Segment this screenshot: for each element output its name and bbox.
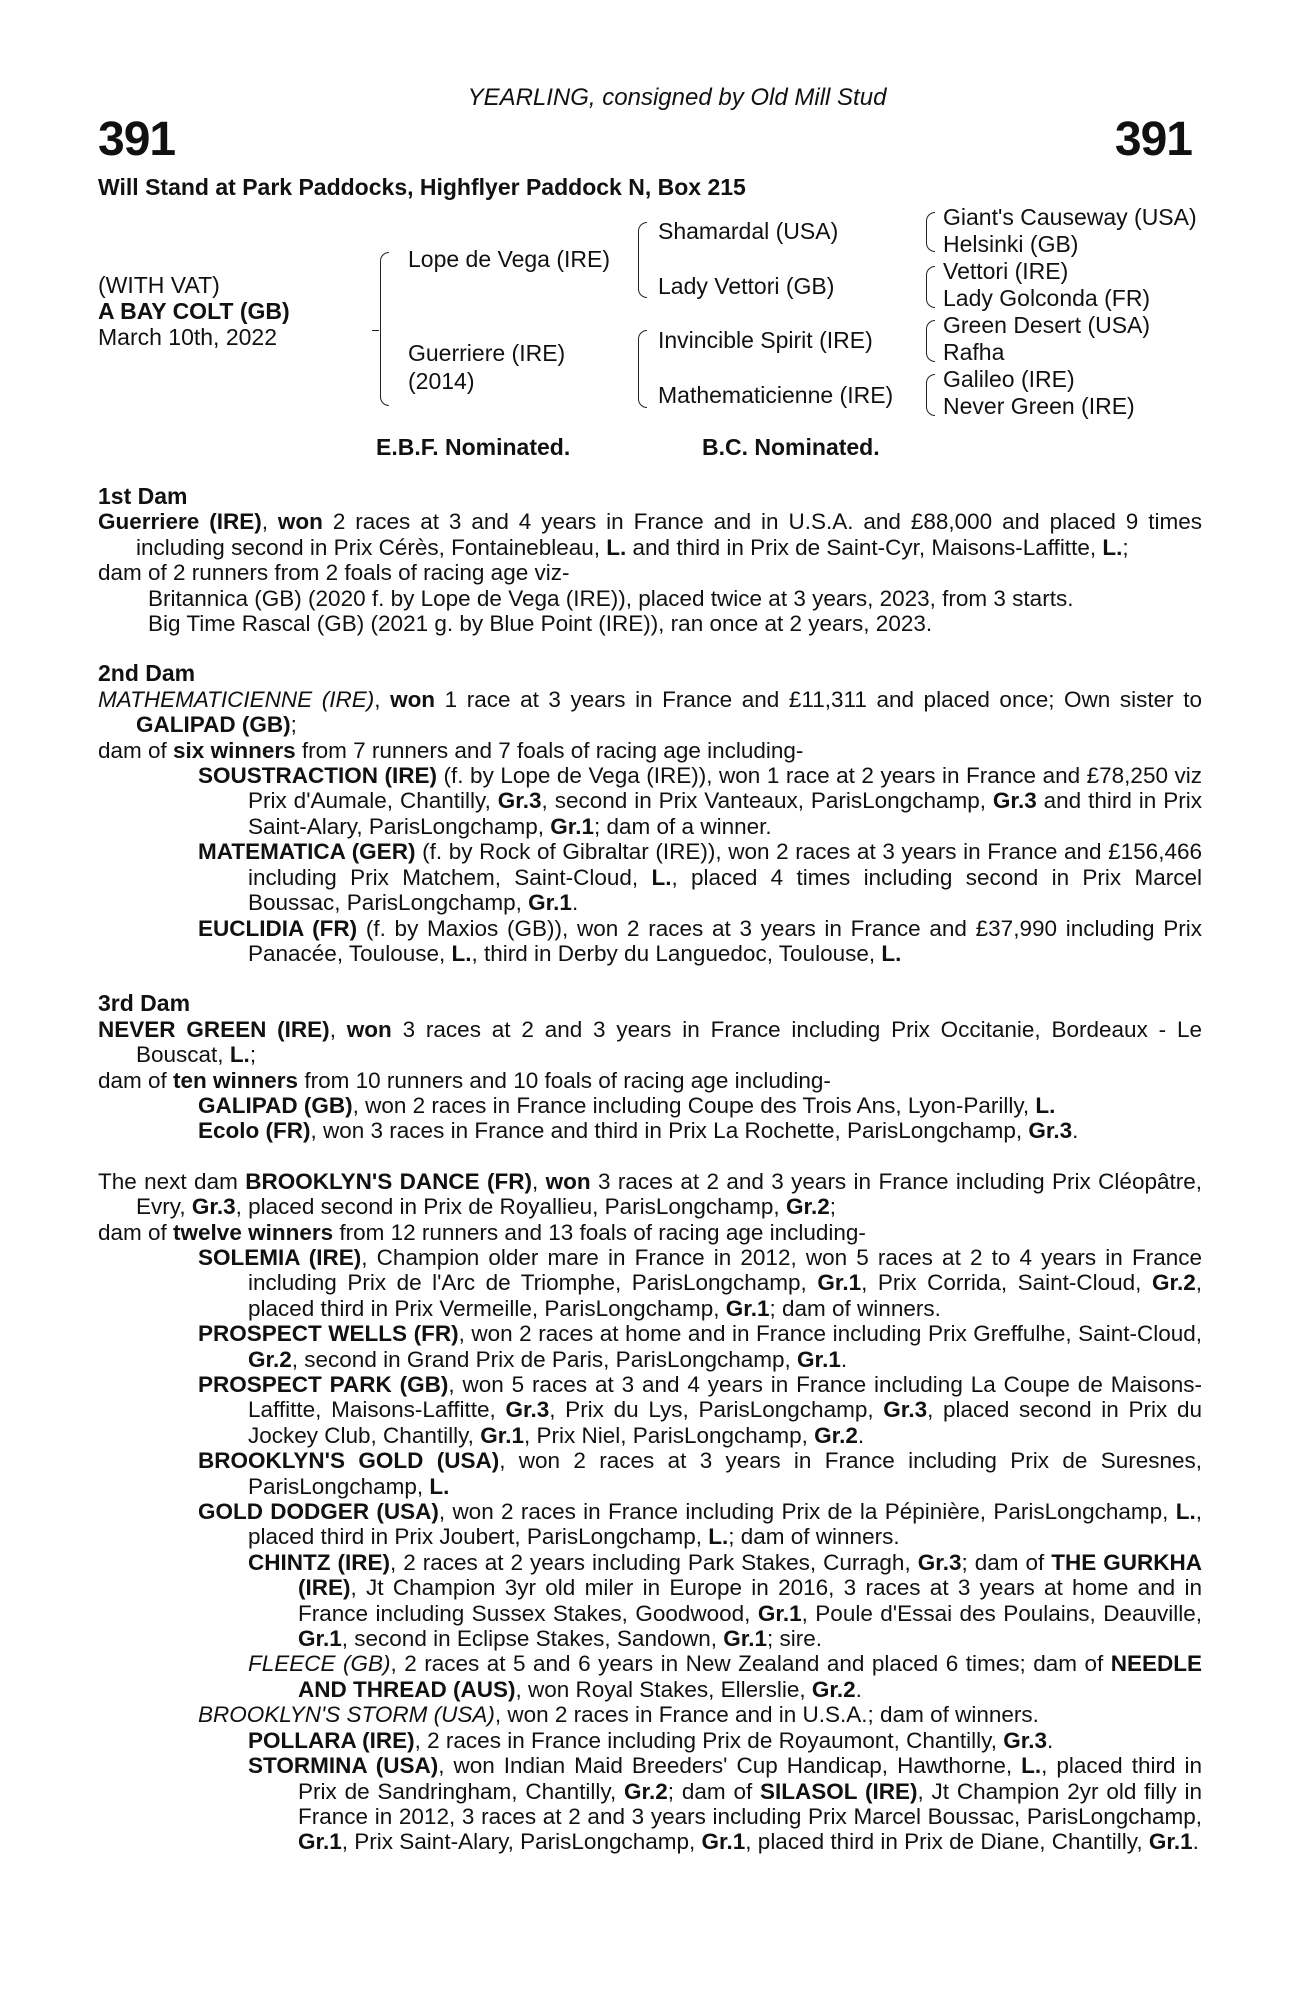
progeny-name: CHINTZ (IRE) <box>248 1549 390 1575</box>
third-dam-entry: NEVER GREEN (IRE), won 3 races at 2 and 3 years in France including Prix Occitanie, Bordeaux - Le Bouscat, L.; <box>98 1016 1202 1068</box>
granddam-4: Never Green (IRE) <box>943 393 1135 419</box>
grandsire-4: Galileo (IRE) <box>943 366 1075 392</box>
grandsire-3: Green Desert (USA) <box>943 312 1151 338</box>
sire-brace <box>638 222 647 298</box>
grade-mark: Gr.2 <box>1151 1270 1196 1296</box>
horse-link-name: NEEDLE AND THREAD (AUS) <box>298 1651 1202 1702</box>
horse-name: A BAY COLT (GB) <box>98 298 290 324</box>
progeny-entry <box>98 1118 1202 1143</box>
second-dam-heading: 2nd Dam <box>98 660 196 687</box>
lot-number-right: 391 <box>1114 113 1192 166</box>
sire: Lope de Vega (IRE) <box>408 246 611 272</box>
progeny-name: GALIPAD (GB) <box>198 1092 353 1118</box>
progeny-entry <box>98 763 1202 839</box>
text-run: , third in Derby du Languedoc, Toulouse, <box>471 940 882 966</box>
dam: Guerriere (IRE) <box>408 340 566 366</box>
second-dam-entry: MATHEMATICIENNE (IRE), won 1 race at 3 years in France and £11,311 and placed once; Own sister to GALIPAD (GB); <box>98 686 1202 738</box>
horse-dob: March 10th, 2022 <box>98 324 278 350</box>
won-label: won <box>346 1016 392 1042</box>
vat-note: (WITH VAT) <box>98 272 220 298</box>
winners-count: six winners <box>173 737 296 763</box>
grade-mark: Gr.1 <box>298 1626 342 1652</box>
grade-mark: Gr.2 <box>785 1194 830 1220</box>
progeny-entry <box>98 1093 1202 1118</box>
text-run: , second in Eclipse Stakes, Sandown, <box>341 1626 724 1652</box>
grade-mark: Gr.3 <box>497 788 542 814</box>
listed-mark: L. <box>1175 1499 1196 1525</box>
won-label: won <box>390 686 436 712</box>
text-run: ; <box>1122 534 1129 560</box>
text-run: , Jt Champion 3yr old miler in Europe in 2016, 3 races at 3 years at home and in France including Sussex Stakes, Goodwood, <box>298 1575 1202 1626</box>
grade-mark: Gr.3 <box>917 1549 962 1575</box>
progeny-name: STORMINA (USA) <box>248 1753 439 1779</box>
progeny-entry <box>98 1753 1202 1855</box>
grade-mark: Gr.1 <box>528 890 572 916</box>
text-run: ; <box>290 712 297 738</box>
text-run: . <box>855 1676 862 1702</box>
grade-mark: Gr.1 <box>723 1626 768 1652</box>
grandsire-2: Vettori (IRE) <box>943 258 1069 284</box>
text-run: ; dam of winners. <box>728 1524 900 1550</box>
grade-mark: Gr.1 <box>550 813 595 839</box>
text-run: . <box>840 1346 848 1372</box>
g-brace-1 <box>926 212 935 252</box>
text-run: , won Indian Maid Breeders' Cup Handicap, Hawthorne, <box>438 1753 1022 1779</box>
progeny-entry <box>98 1321 1202 1372</box>
listed-mark: L. <box>229 1042 250 1068</box>
text-run: , 2 races at 2 years including Park Stakes, Curragh, <box>389 1549 918 1575</box>
dam-brace <box>638 330 647 408</box>
text-run: , Prix Saint-Alary, ParisLongchamp, <box>341 1829 702 1855</box>
text-run: , won Royal Stakes, Ellerslie, <box>515 1676 812 1702</box>
listed-mark: L. <box>606 534 627 560</box>
next-dam-produce-summary <box>98 1220 1202 1245</box>
text-run: . <box>1072 1118 1079 1144</box>
text-run: , Prix Niel, ParisLongchamp, <box>523 1422 815 1448</box>
text-run: dam of <box>98 1067 174 1093</box>
grade-mark: Gr.1 <box>797 1346 841 1372</box>
grade-mark: Gr.2 <box>248 1346 292 1372</box>
listed-mark: L. <box>451 940 472 966</box>
won-label: won <box>277 509 323 535</box>
sire-dam: Lady Vettori (GB) <box>658 273 835 299</box>
progeny-entry <box>98 1550 1202 1652</box>
grade-mark: Gr.3 <box>1003 1727 1048 1753</box>
text-run: , Prix du Lys, ParisLongchamp, <box>549 1397 884 1423</box>
grade-mark: Gr.1 <box>480 1422 524 1448</box>
grade-mark: Gr.3 <box>883 1397 928 1423</box>
progeny-name: PROSPECT WELLS (FR) <box>198 1321 459 1347</box>
bc-nominated: B.C. Nominated. <box>702 434 880 460</box>
first-dam-name: Guerriere (IRE) <box>98 509 262 535</box>
text-run: from 12 runners and 13 foals of racing age including- <box>333 1219 866 1245</box>
text-run: (f. by Maxios (GB)), won 2 races at 3 years in France and £37,990 including Prix Panacée, Toulouse, <box>248 915 1202 966</box>
progeny-name: BROOKLYN'S GOLD (USA) <box>198 1448 500 1474</box>
first-dam-entry: Guerriere (IRE), won 2 races at 3 and 4 years in France and in U.S.A. and £88,000 and placed 9 times including second in Prix Cérès, Fontainebleau, L. and third in Prix de Saint-Cyr, Maisons-Laffitte, L.; <box>98 509 1203 560</box>
pedigree-brace-tip <box>372 330 379 331</box>
text-run: . <box>1047 1727 1054 1753</box>
progeny-name: POLLARA (IRE) <box>248 1727 415 1753</box>
third-dam-produce-summary <box>98 1068 1202 1093</box>
progeny-name: PROSPECT PARK (GB) <box>198 1372 449 1397</box>
listed-mark: L. <box>1021 1753 1042 1779</box>
listed-mark: L. <box>708 1524 729 1550</box>
lot-number-left: 391 <box>98 113 176 166</box>
won-label: won <box>545 1168 591 1194</box>
text-run: ; dam of <box>667 1778 761 1804</box>
horse-link-name: SILASOL (IRE) <box>760 1778 918 1804</box>
progeny-name: EUCLIDIA (FR) <box>198 915 358 941</box>
text-run: 3 races at 2 and 3 years in France including Prix Cléopâtre, Evry, <box>136 1168 1202 1220</box>
progeny-entry <box>98 1245 1202 1321</box>
progeny-name: BROOKLYN'S STORM (USA) <box>198 1702 495 1728</box>
progeny-name: SOUSTRACTION (IRE) <box>198 763 438 789</box>
text-run: , placed third in Prix Vermeille, ParisLongchamp, <box>248 1270 1202 1321</box>
listed-mark: L. <box>651 864 672 890</box>
grandsire-1: Giant's Causeway (USA) <box>943 204 1197 230</box>
horse-link-name: GALIPAD (GB) <box>136 712 291 738</box>
second-dam-name: MATHEMATICIENNE (IRE) <box>98 686 375 712</box>
text-run: ; dam of a winner. <box>594 813 772 839</box>
text-run: , placed second in Prix de Royallieu, ParisLongchamp, <box>235 1194 786 1220</box>
listed-mark: L. <box>881 940 902 966</box>
dam-year: (2014) <box>408 368 475 394</box>
winners-count: ten winners <box>173 1067 299 1093</box>
progeny-entry <box>98 1499 1202 1550</box>
text-run: The next dam <box>98 1168 246 1194</box>
dam-sire: Invincible Spirit (IRE) <box>658 327 873 353</box>
third-dam-heading: 3rd Dam <box>98 990 191 1017</box>
progeny-entry <box>98 1728 1202 1753</box>
grade-mark: Gr.3 <box>191 1194 236 1220</box>
progeny-entry <box>98 839 1202 915</box>
text-run: . <box>571 890 579 916</box>
progeny-name: FLEECE (GB) <box>248 1651 391 1677</box>
progeny-name: SOLEMIA (IRE) <box>198 1244 362 1270</box>
text-run: , placed 4 times including second in Prix Marcel Boussac, ParisLongchamp, <box>248 864 1202 916</box>
text-run: , 2 races in France including Prix de Royaumont, Chantilly, <box>414 1727 1004 1753</box>
progeny-name: MATEMATICA (GER) <box>198 839 416 865</box>
text-run: ; dam of winners. <box>769 1295 941 1321</box>
text-run: , won 2 races in France and in U.S.A.; dam of winners. <box>494 1702 1039 1728</box>
grade-mark: Gr.2 <box>811 1676 856 1702</box>
granddam-2: Lady Golconda (FR) <box>943 285 1151 311</box>
sire-sire: Shamardal (USA) <box>658 218 839 244</box>
text-run: , second in Grand Prix de Paris, ParisLongchamp, <box>291 1346 798 1372</box>
text-run: dam of <box>98 1219 174 1245</box>
grade-mark: Gr.3 <box>992 788 1037 814</box>
text-run: ; sire. <box>767 1626 823 1652</box>
progeny-entry <box>98 916 1202 967</box>
grade-mark: Gr.2 <box>624 1778 668 1804</box>
progeny-entry: Big Time Rascal (GB) (2021 g. by Blue Point (IRE)), ran once at 2 years, 2023. <box>148 611 933 637</box>
text-run: , won 3 races in France and third in Prix La Rochette, ParisLongchamp, <box>310 1118 1029 1144</box>
grade-mark: Gr.2 <box>814 1422 858 1448</box>
third-dam-name: NEVER GREEN (IRE) <box>98 1016 330 1042</box>
text-run: 1 race at 3 years in France and £11,311 and placed once; Own sister to <box>435 686 1202 712</box>
grade-mark: Gr.1 <box>701 1829 746 1855</box>
text-run: , Poule d'Essai des Poulains, Deauville, <box>801 1600 1202 1626</box>
grade-mark: Gr.1 <box>757 1600 802 1626</box>
text-run: ; <box>829 1194 836 1220</box>
second-dam-produce-summary <box>98 738 1202 763</box>
text-run: , won 2 races at home and in France including Prix Greffulhe, Saint-Cloud, <box>458 1321 1202 1347</box>
listed-mark: L. <box>1035 1092 1056 1118</box>
progeny-entry <box>98 1702 1202 1727</box>
progeny-name: Ecolo (FR) <box>198 1118 311 1144</box>
text-run: , placed third in Prix de Sandringham, Chantilly, <box>298 1753 1202 1804</box>
grade-mark: Gr.3 <box>505 1397 550 1423</box>
text-run: , Champion older mare in France in 2012, won 5 races at 2 to 4 years in France including Prix de l'Arc de Triomphe, ParisLongchamp, <box>248 1244 1202 1296</box>
grade-mark: Gr.1 <box>298 1829 342 1855</box>
text-run: dam of <box>98 737 174 763</box>
text-run: , won 2 races in France including Prix de la Pépinière, ParisLongchamp, <box>438 1499 1176 1525</box>
g-brace-3 <box>926 320 935 362</box>
first-dam-produce-summary: dam of 2 runners from 2 foals of racing age viz- <box>98 560 570 586</box>
text-run: from 10 runners and 10 foals of racing age including- <box>298 1067 831 1093</box>
winners-count: twelve winners <box>173 1219 334 1245</box>
text-run: , placed third in Prix de Diane, Chantilly, <box>745 1829 1149 1855</box>
text-run: , second in Prix Vanteaux, ParisLongchamp, <box>541 788 993 814</box>
consignment-subtitle: YEARLING, consigned by Old Mill Stud <box>467 84 887 111</box>
granddam-3: Rafha <box>943 339 1005 365</box>
text-run: , Jt Champion 2yr old filly in France in 2012, 3 races at 2 and 3 years including Prix Marcel Boussac, ParisLongchamp, <box>298 1778 1202 1829</box>
text-run: (f. by Rock of Gibraltar (IRE)), won 2 races at 3 years in France and £156,466 including Prix Matchem, Saint-Cloud, <box>248 839 1202 890</box>
text-run: , 2 races at 5 and 6 years in New Zealand and placed 6 times; dam of <box>390 1651 1111 1677</box>
text-run: , won 2 races in France including Coupe des Trois Ans, Lyon-Parilly, <box>352 1092 1036 1118</box>
g-brace-2 <box>926 266 935 308</box>
text-run: ; dam of <box>961 1549 1052 1575</box>
progeny-name: GOLD DODGER (USA) <box>198 1499 439 1525</box>
text-run: and third in Prix Saint-Alary, ParisLongchamp, <box>248 788 1202 839</box>
text-run: . <box>1192 1829 1199 1855</box>
grade-mark: Gr.3 <box>1028 1118 1073 1144</box>
pedigree-brace-main <box>380 252 389 406</box>
grade-mark: Gr.1 <box>725 1295 770 1321</box>
stand-location: Will Stand at Park Paddocks, Highflyer Paddock N, Box 215 <box>98 174 746 200</box>
ebf-nominated: E.B.F. Nominated. <box>376 434 571 460</box>
text-run: 3 races at 2 and 3 years in France including Prix Occitanie, Bordeaux - Le Bouscat, <box>136 1016 1202 1068</box>
text-run: from 7 runners and 7 foals of racing age including- <box>295 737 804 763</box>
text-run: . <box>857 1422 865 1448</box>
progeny-entry <box>98 1651 1202 1702</box>
text-run: (f. by Lope de Vega (IRE)), won 1 race at 2 years in France and £78,250 viz Prix d'Aumale, Chantilly, <box>248 763 1202 814</box>
dam-dam: Mathematicienne (IRE) <box>658 382 894 408</box>
catalogue-body <box>98 484 1202 1855</box>
text-run: , placed second in Prix du Jockey Club, Chantilly, <box>248 1397 1202 1448</box>
listed-mark: L. <box>1102 534 1123 560</box>
progeny-entry <box>98 1372 1202 1448</box>
text-run: , won 2 races at 3 years in France including Prix de Suresnes, ParisLongchamp, <box>248 1448 1202 1499</box>
granddam-1: Helsinki (GB) <box>943 231 1079 257</box>
text-run: , placed third in Prix Joubert, ParisLongchamp, <box>248 1499 1202 1550</box>
progeny-entry <box>98 1448 1202 1499</box>
next-dam-name: BROOKLYN'S DANCE (FR) <box>245 1168 532 1194</box>
grade-mark: Gr.1 <box>817 1270 862 1296</box>
text-run: and third in Prix de Saint-Cyr, Maisons-Laffitte, <box>626 534 1103 560</box>
grade-mark: Gr.1 <box>1148 1829 1193 1855</box>
first-dam-heading: 1st Dam <box>98 483 188 509</box>
horse-link-name: THE GURKHA (IRE) <box>298 1549 1203 1601</box>
text-run: 2 races at 3 and 4 years in France and in U.S.A. and £88,000 and placed 9 times including second in Prix Cérès, Fontainebleau, <box>136 509 1203 560</box>
text-run: , Prix Corrida, Saint-Cloud, <box>861 1270 1152 1296</box>
g-brace-4 <box>926 374 935 416</box>
progeny-entry: Britannica (GB) (2020 f. by Lope de Vega (IRE)), placed twice at 3 years, 2023, from 3 starts. <box>148 585 1074 611</box>
text-run: , won 5 races at 3 and 4 years in France including La Coupe de Maisons-Laffitte, Maisons-Laffitte, <box>248 1372 1202 1423</box>
listed-mark: L. <box>429 1473 450 1499</box>
next-dam-entry: The next dam BROOKLYN'S DANCE (FR), won 3 races at 2 and 3 years in France including Prix Cléopâtre, Evry, Gr.3, placed second in Prix de Royallieu, ParisLongchamp, Gr.2; <box>98 1168 1202 1220</box>
text-run: ; <box>249 1042 257 1068</box>
